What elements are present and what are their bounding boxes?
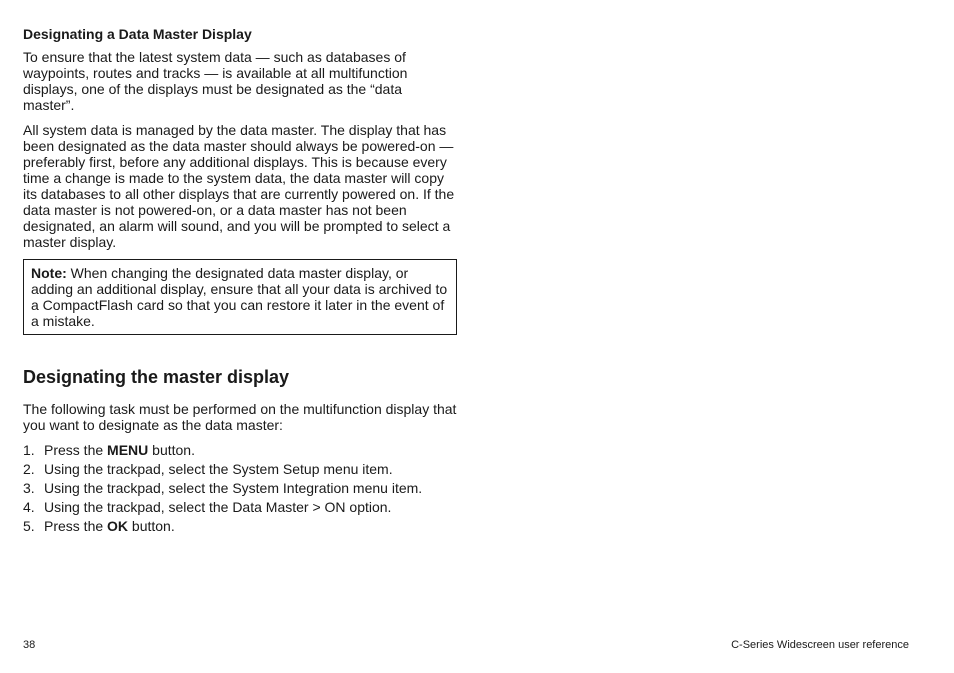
step-text: Press the <box>44 518 108 534</box>
main-column <box>23 26 457 537</box>
step-number: 5. <box>23 518 35 534</box>
step-number: 2. <box>23 461 35 477</box>
step-item <box>23 518 457 534</box>
step-number: 3. <box>23 480 35 496</box>
step-key: OK <box>107 518 129 534</box>
procedure-intro: The following task must be performed on the multifunction display that you want to designate as the data master: <box>23 401 457 433</box>
step-text: Using the trackpad, select the System Integration menu item. <box>44 480 423 496</box>
step-text: Using the trackpad, select the Data Master > ON option. <box>44 499 392 515</box>
section-subheading: Designating a Data Master Display <box>23 26 252 42</box>
step-item <box>23 442 457 458</box>
step-item <box>23 499 457 515</box>
step-item <box>23 480 457 496</box>
step-item <box>23 461 457 477</box>
step-number: 4. <box>23 499 35 515</box>
paragraph-intro: To ensure that the latest system data — such as databases of waypoints, routes and tracks — is available at all multifunction displays, one of the displays must be designated as the “data master”. <box>23 49 408 113</box>
note-text: When changing the designated data master display, or adding an additional display, ensure that all your data is archived to a CompactFlash card so that you can restore it later in the event of a mistake. <box>31 265 448 329</box>
step-text: Using the trackpad, select the System Setup menu item. <box>44 461 393 477</box>
procedure-heading: Designating the master display <box>23 367 290 387</box>
step-text: Press the <box>44 442 108 458</box>
note-box <box>23 259 457 335</box>
step-text-end: button. <box>128 518 175 534</box>
procedure-steps <box>23 442 457 534</box>
note-label: Note: <box>31 265 67 281</box>
step-number: 1. <box>23 442 35 458</box>
document-title: C-Series Widescreen user reference <box>731 639 909 651</box>
paragraph-data-master: All system data is managed by the data master. The display that has been designated as the data master should always be powered-on — preferably first, before any additional displays. This is because every time a change is made to the system data, the data master will copy its databases to all other displays that are currently powered on. If the data master is not powered-on, or a data master has not been designated, an alarm will sound, and you will be prompted to select a master display. <box>23 122 455 250</box>
step-text-end: button. <box>148 442 195 458</box>
step-key: MENU <box>107 442 149 458</box>
page-number: 38 <box>23 639 36 651</box>
